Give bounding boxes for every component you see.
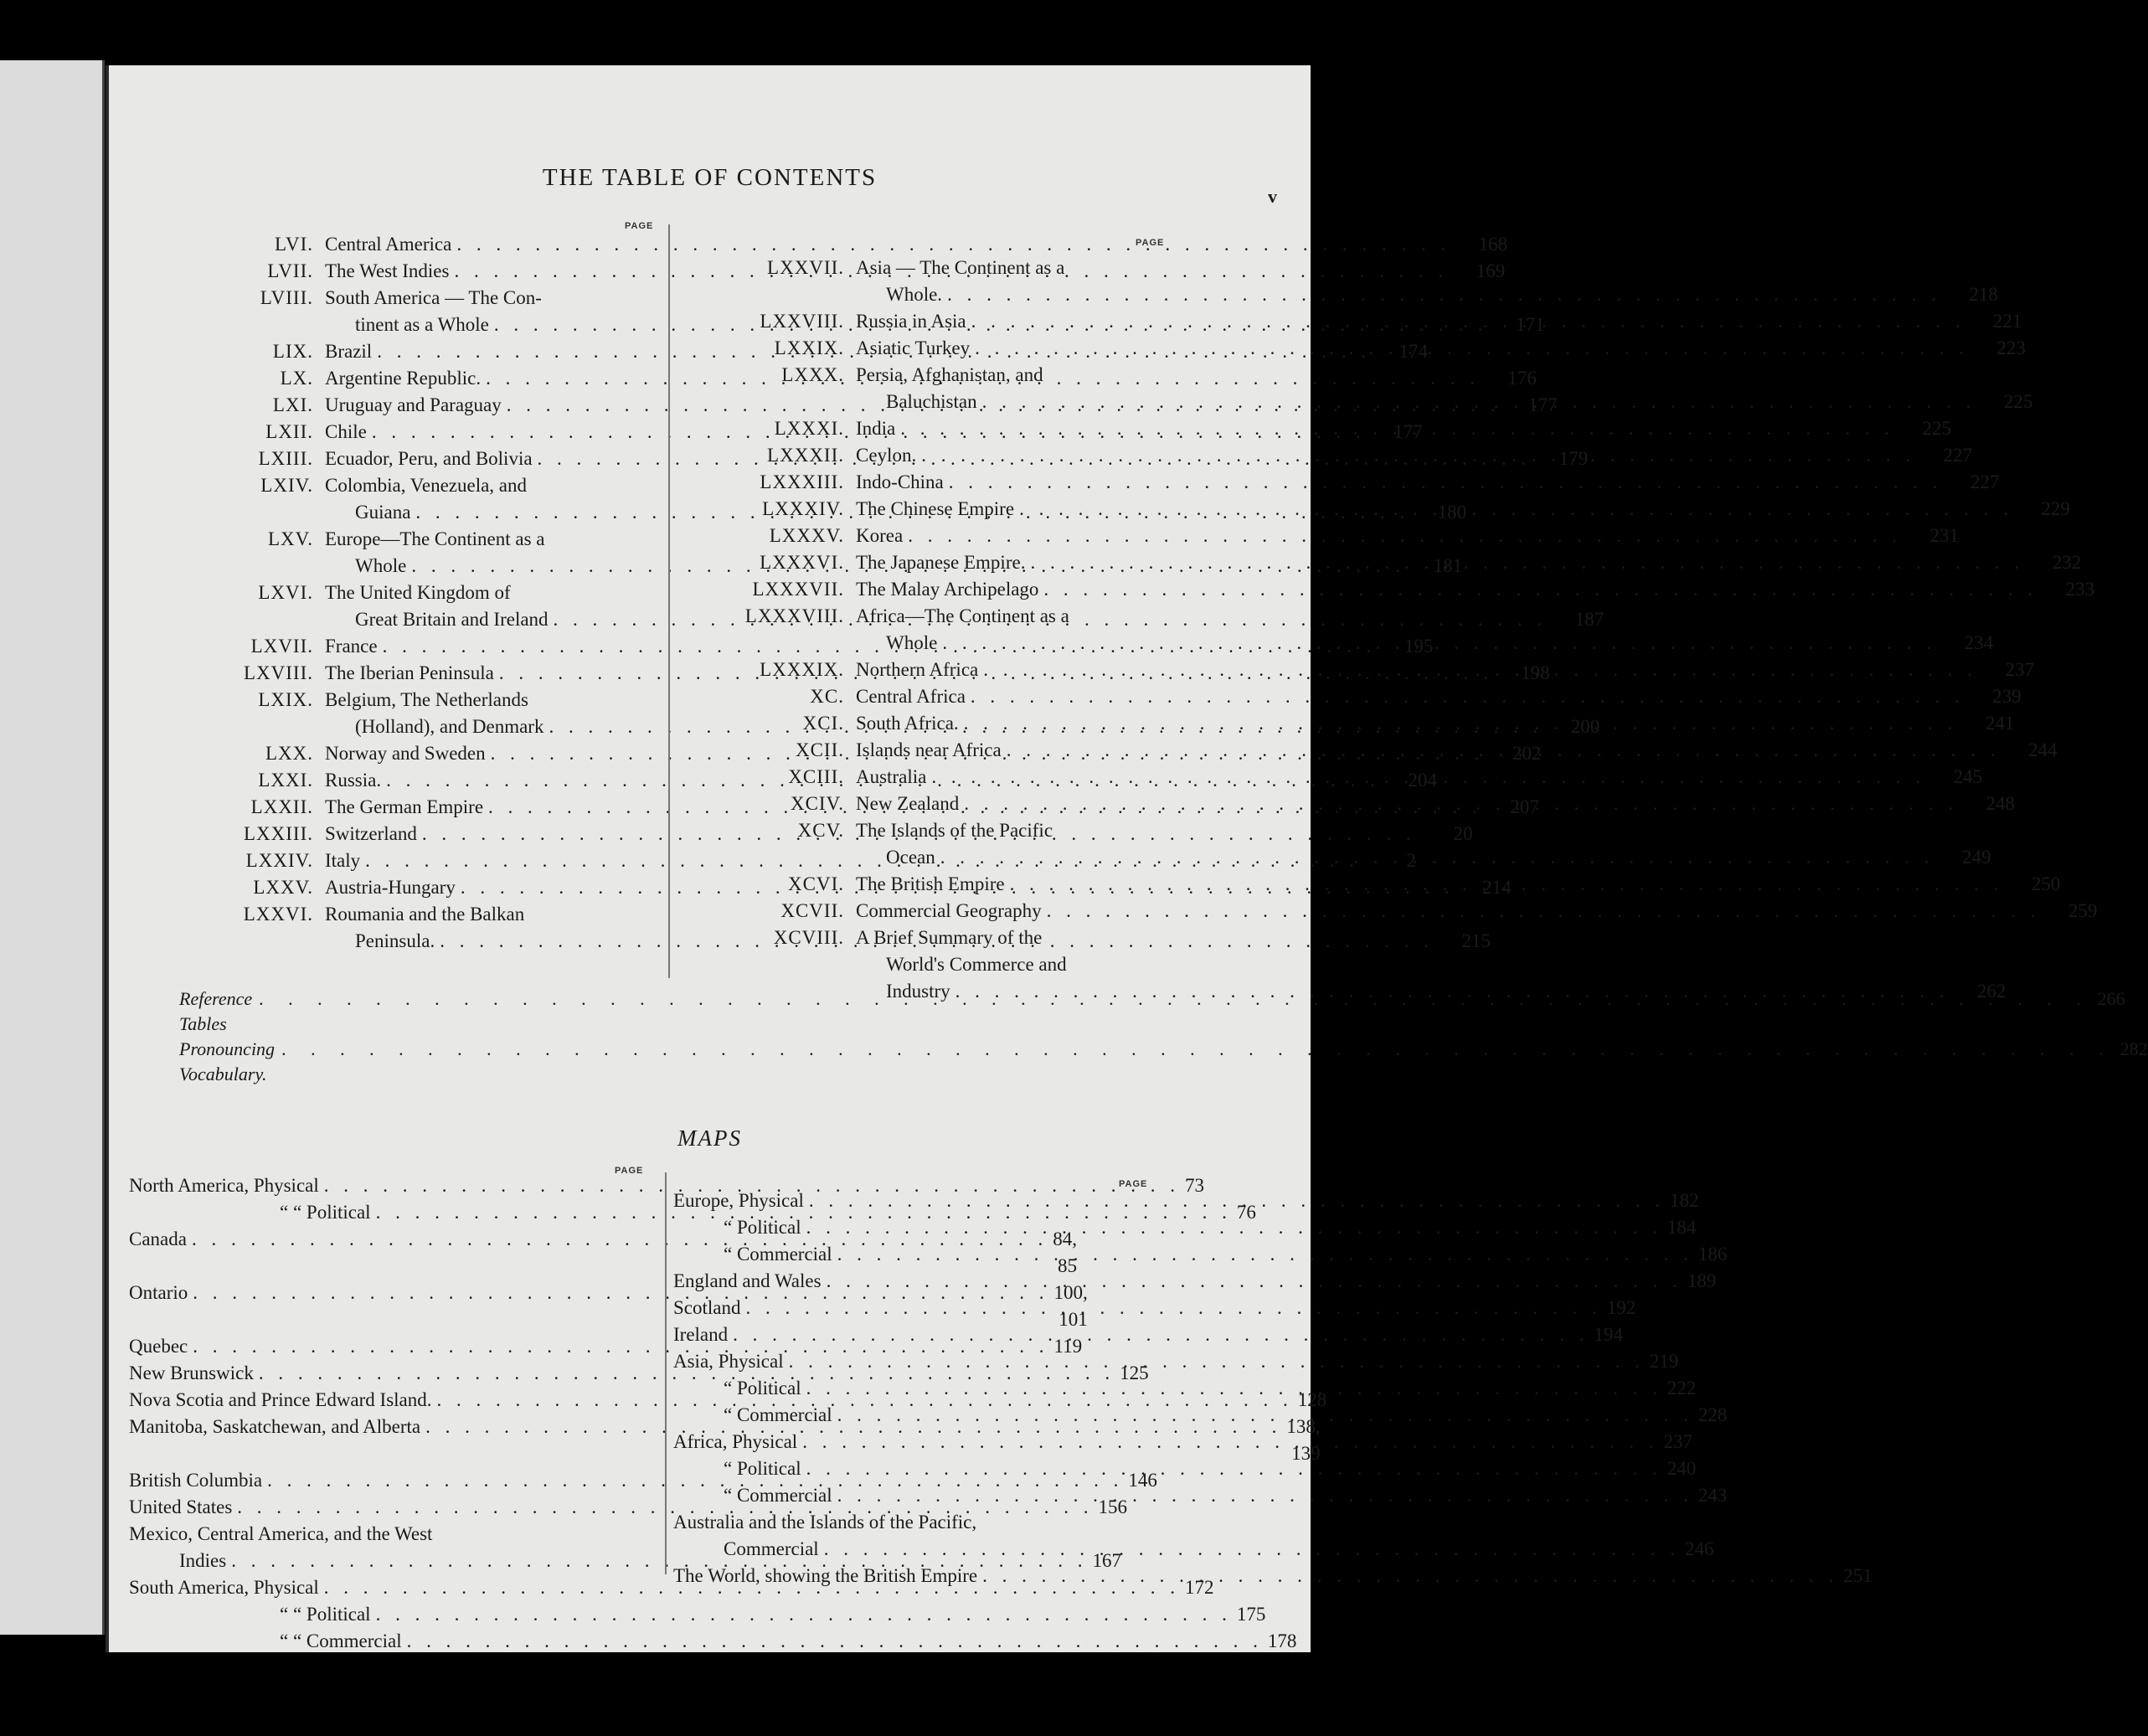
chapter-number: LXIV. xyxy=(260,475,313,496)
map-entry xyxy=(673,1402,1728,1429)
chapter-number: XC. xyxy=(810,686,844,707)
map-label: North America, Physical xyxy=(129,1175,319,1196)
page-number: 128 xyxy=(1297,1389,1327,1410)
chapter-number: LXXIII. xyxy=(244,823,313,844)
map-label: Indies xyxy=(179,1550,227,1571)
page-number: 187 xyxy=(1574,609,1605,630)
page-number: 198 xyxy=(1521,662,1550,683)
page-number: 204 xyxy=(1408,770,1437,791)
chapter-number: LXXXVI. xyxy=(760,552,844,573)
chapter-title: Ceylon. xyxy=(856,445,917,466)
page-number: 184 xyxy=(1666,1217,1697,1238)
chapter-number: LXXIV. xyxy=(245,850,313,871)
page-number: 241 xyxy=(1985,713,2015,734)
chapter-number: LXII. xyxy=(265,421,313,442)
map-entry xyxy=(129,1601,1266,1628)
chapter-title: France xyxy=(325,636,378,657)
chapter-number: LXXI. xyxy=(258,770,313,791)
page-number: 249 xyxy=(1962,847,1991,868)
chapter-title: Whole xyxy=(355,555,407,576)
page-number: 194 xyxy=(1594,1324,1623,1345)
page-number: 221 xyxy=(1992,311,2022,332)
map-entry xyxy=(673,1563,1872,1589)
map-entry xyxy=(673,1214,1697,1241)
map-entry xyxy=(673,1482,1728,1509)
map-label: Ireland xyxy=(673,1324,729,1345)
page-number: 156 xyxy=(1098,1496,1128,1517)
page-number: 182 xyxy=(1670,1190,1699,1211)
page-number: 146 xyxy=(1128,1470,1157,1491)
chapter-number: LXXXVII. xyxy=(752,579,844,600)
chapter-number: LXXVII. xyxy=(767,257,844,278)
chapter-title: Argentine Republic. xyxy=(325,368,482,389)
chapter-number: LXXXV. xyxy=(769,525,844,546)
page-number: 246 xyxy=(1684,1538,1714,1559)
chapter-title: The Islands of the Pacific xyxy=(856,820,1053,841)
chapter-number: XCVI. xyxy=(788,873,844,894)
page-number: 222 xyxy=(1666,1378,1697,1399)
page-number: 195 xyxy=(1404,636,1434,657)
chapter-title: Industry xyxy=(886,981,950,1002)
chapter-number: XCVIII. xyxy=(773,927,844,948)
map-label: Africa, Physical xyxy=(673,1431,798,1452)
chapter-number: LXXII. xyxy=(250,796,313,817)
page-number: 207 xyxy=(1510,796,1539,817)
chapter-title: Islands near Africa xyxy=(856,739,1002,760)
map-label: Asia, Physical xyxy=(673,1351,784,1372)
chapter-number: LXVI. xyxy=(258,582,313,603)
book-page xyxy=(106,65,2148,1652)
map-entry xyxy=(129,1521,648,1548)
map-label: Quebec xyxy=(129,1336,188,1357)
page-number: 200 xyxy=(1570,716,1600,737)
chapter-title: Italy xyxy=(325,850,361,871)
chapter-title: World's Commerce and xyxy=(886,954,1067,975)
map-label: “ Political xyxy=(724,1217,801,1238)
chapter-title: Ecuador, Peru, and Bolivia xyxy=(325,448,533,469)
chapter-number: LXXXIV. xyxy=(762,498,844,519)
page-number: 171 xyxy=(1516,314,1545,335)
page-number: 186 xyxy=(1697,1244,1728,1265)
column-divider xyxy=(668,224,670,978)
page-number: 240 xyxy=(1666,1458,1697,1479)
map-label: Mexico, Central America, and the West xyxy=(129,1523,433,1544)
chapter-title: Norway and Sweden xyxy=(325,743,486,764)
map-label: “ Commercial xyxy=(724,1485,832,1506)
map-label: Canada xyxy=(129,1229,187,1249)
chapter-title: Asia — The Continent as a xyxy=(856,257,1065,278)
page-number: 202 xyxy=(1512,743,1542,764)
map-label: Nova Scotia and Prince Edward Island. xyxy=(129,1389,432,1410)
chapter-number: LXXXIII. xyxy=(760,471,844,492)
maps-page-header-left: PAGE xyxy=(615,1166,644,1176)
map-label: “ “ Political xyxy=(280,1202,371,1223)
chapter-number: XCII. xyxy=(795,739,844,760)
page-number: 232 xyxy=(2052,552,2082,573)
reference-label: Reference Tables xyxy=(179,988,253,1034)
chapter-number: XCIII. xyxy=(788,766,844,787)
page-number: 215 xyxy=(1461,930,1491,951)
chapter-number: LXXVIII. xyxy=(760,311,844,332)
map-label: New Brunswick xyxy=(129,1363,254,1383)
chapter-number: LXXXVIII. xyxy=(744,605,844,626)
chapter-title: Central Africa xyxy=(856,686,966,707)
page-number: 282 xyxy=(2120,1038,2148,1059)
page-number: 172 xyxy=(1185,1577,1214,1598)
chapter-number: LX. xyxy=(280,368,313,389)
chapter-title: tinent as a Whole xyxy=(355,314,489,335)
page-number: 178 xyxy=(1267,1630,1297,1651)
chapter-title: The British Empire xyxy=(856,873,1005,894)
page-number: 214 xyxy=(1482,877,1512,898)
page-number: 219 xyxy=(1649,1351,1679,1372)
chapter-number: LIX. xyxy=(272,341,313,362)
page-number: 237 xyxy=(1663,1431,1692,1452)
map-entry xyxy=(673,1295,1636,1321)
chapter-title: Whole xyxy=(886,632,938,653)
page-number: 218 xyxy=(1969,284,1998,305)
chapter-number: LXVIII. xyxy=(244,662,313,683)
chapter-title: Belgium, The Netherlands xyxy=(325,689,528,710)
contents-entry xyxy=(685,683,2022,710)
page-number: 228 xyxy=(1697,1404,1728,1425)
chapter-number: LXXXII. xyxy=(767,445,844,466)
contents-entry xyxy=(685,469,2000,496)
chapter-title: Brazil xyxy=(325,341,373,362)
map-label: Scotland xyxy=(673,1297,741,1318)
map-label: “ “ Political xyxy=(280,1604,371,1625)
contents-entry xyxy=(685,898,2098,925)
chapter-title: Africa—The Continent as a xyxy=(856,605,1069,626)
page-number: 2 xyxy=(1406,850,1416,871)
chapter-number: LXX. xyxy=(265,743,313,764)
map-label: England and Wales xyxy=(673,1270,822,1291)
page-number: 181 xyxy=(1433,555,1463,576)
page-number: 180 xyxy=(1437,502,1467,523)
chapter-title: Russia. xyxy=(325,770,382,791)
chapter-number: LXIII. xyxy=(258,448,313,469)
page-number: 266 xyxy=(2097,988,2125,1009)
chapter-title: Northern Africa xyxy=(856,659,979,680)
page-number: 73 xyxy=(1185,1175,1205,1196)
map-label: “ Political xyxy=(724,1458,801,1479)
page-number: 225 xyxy=(2003,391,2033,412)
map-label: The World, showing the British Empire xyxy=(673,1565,978,1586)
page-number: 119 xyxy=(1053,1336,1083,1357)
page-number: 227 xyxy=(1970,471,2000,492)
chapter-number: LXXX. xyxy=(781,364,844,385)
chapter-number: XCIV. xyxy=(790,793,844,814)
page-number: 245 xyxy=(1953,766,1983,787)
page-number: 229 xyxy=(2041,498,2070,519)
page-number: 168 xyxy=(1478,234,1508,255)
page-number: 239 xyxy=(1992,686,2022,707)
chapter-title: The Iberian Peninsula xyxy=(325,662,494,683)
map-label: South America, Physical xyxy=(129,1577,319,1598)
chapter-title: Peninsula. xyxy=(355,930,435,951)
page-number: 177 xyxy=(1393,421,1423,442)
chapter-number: LXIX. xyxy=(258,689,313,710)
reference-entry xyxy=(179,1037,2148,1087)
page-number: 179 xyxy=(1558,448,1589,469)
chapter-title: India xyxy=(856,418,896,439)
map-label: Commercial xyxy=(724,1538,819,1559)
chapter-title: Persia, Afghanistan, and xyxy=(856,364,1043,385)
chapter-title: A Brief Summary of the xyxy=(856,927,1043,948)
chapter-title: New Zealand xyxy=(856,793,960,814)
chapter-title: The Chinese Empire xyxy=(856,498,1015,519)
chapter-number: LXV. xyxy=(267,528,313,549)
chapter-title: (Holland), and Denmark xyxy=(355,716,544,737)
page-number: 175 xyxy=(1236,1604,1266,1625)
map-entry xyxy=(673,1455,1697,1482)
chapter-number: LXXXI. xyxy=(774,418,844,439)
page-number: 262 xyxy=(1976,981,2006,1002)
page-number: 233 xyxy=(2065,579,2095,600)
page-number: 100, 101 xyxy=(1053,1282,1088,1330)
chapter-title: The German Empire xyxy=(325,796,484,817)
page-number: 76 xyxy=(1236,1202,1256,1223)
contents-entry xyxy=(685,576,2095,603)
page-number: 225 xyxy=(1922,418,1952,439)
page-number: 176 xyxy=(1507,368,1537,389)
chapter-title: Asiatic Turkey xyxy=(856,337,971,358)
chapter-number: XCV. xyxy=(797,820,844,841)
chapter-number: LXI. xyxy=(272,394,313,415)
map-label: “ Commercial xyxy=(724,1404,832,1425)
chapter-number: XCVII. xyxy=(780,900,844,921)
page-number: 250 xyxy=(2031,873,2061,894)
chapter-number: LVI. xyxy=(275,234,313,255)
map-entry xyxy=(673,1268,1717,1295)
page-number: 237 xyxy=(2005,659,2034,680)
chapter-title: Central America xyxy=(325,234,452,255)
page-number: 125 xyxy=(1120,1363,1149,1383)
page-number: 169 xyxy=(1476,260,1506,281)
chapter-title: South Africa. xyxy=(856,713,959,734)
map-entry xyxy=(673,1536,1714,1563)
page-number: 138, 139 xyxy=(1286,1416,1321,1464)
chapter-title: Austria-Hungary xyxy=(325,877,456,898)
chapter-title: Europe—The Continent as a xyxy=(325,528,545,549)
chapter-title: Uruguay and Paraguay xyxy=(325,394,502,415)
chapter-title: The United Kingdom of xyxy=(325,582,511,603)
map-label: Ontario xyxy=(129,1282,188,1303)
map-label: “ Commercial xyxy=(724,1244,832,1265)
chapter-title: Indo-China xyxy=(856,471,944,492)
map-label: Manitoba, Saskatchewan, and Alberta xyxy=(129,1416,421,1437)
map-label: Australia and the Islands of the Pacific, xyxy=(673,1512,977,1533)
chapter-title: Guiana xyxy=(355,502,411,523)
chapter-number: LXXV. xyxy=(253,877,313,898)
chapter-title: Baluchistan xyxy=(886,391,977,412)
facing-page-edge xyxy=(0,60,105,1635)
page-number: 177 xyxy=(1528,394,1558,415)
maps-column-divider xyxy=(665,1172,667,1574)
page-column-header-left: PAGE xyxy=(625,221,654,231)
map-entry xyxy=(129,1628,1297,1655)
map-label: United States xyxy=(129,1496,233,1517)
chapter-title: Roumania and the Balkan xyxy=(325,904,525,925)
page-number: 231 xyxy=(1929,525,1959,546)
page-number: 251 xyxy=(1843,1565,1872,1586)
page-number: 248 xyxy=(1986,793,2015,814)
page-number: 227 xyxy=(1943,445,1972,466)
map-label: Europe, Physical xyxy=(673,1190,804,1211)
chapter-title: The Japanese Empire. xyxy=(856,552,1026,573)
page-title: THE TABLE OF CONTENTS xyxy=(542,164,878,191)
page-number: 259 xyxy=(2068,900,2098,921)
page-number: 189 xyxy=(1687,1270,1717,1291)
chapter-title: Switzerland xyxy=(325,823,417,844)
chapter-number: LXXIX. xyxy=(774,337,844,358)
maps-heading: MAPS xyxy=(677,1126,742,1151)
chapter-number: LXXXIX. xyxy=(760,659,844,680)
map-label: British Columbia xyxy=(129,1470,263,1491)
page-number: 174 xyxy=(1399,341,1428,362)
page-number: 192 xyxy=(1606,1297,1636,1318)
page-number: 167 xyxy=(1092,1550,1121,1571)
chapter-number: LVII. xyxy=(267,260,313,281)
chapter-number: XCI. xyxy=(802,713,844,734)
page-number: 223 xyxy=(1996,337,2026,358)
page-number: 84, 85 xyxy=(1053,1229,1077,1276)
map-entry xyxy=(673,1241,1728,1268)
chapter-title: Korea xyxy=(856,525,904,546)
chapter-title: Colombia, Venezuela, and xyxy=(325,475,528,496)
page-number: 243 xyxy=(1697,1485,1728,1506)
chapter-title: Chile xyxy=(325,421,367,442)
map-entry xyxy=(673,1321,1623,1348)
map-entry xyxy=(673,1348,1679,1375)
chapter-title: The Malay Archipelago xyxy=(856,579,1039,600)
reference-label: Pronouncing Vocabulary. xyxy=(179,1038,276,1084)
chapter-title: Ocean xyxy=(886,847,935,868)
chapter-number: LVIII. xyxy=(260,287,313,308)
page-folio: v xyxy=(1268,186,1277,207)
chapter-title: Australia xyxy=(856,766,927,787)
page-number: 234 xyxy=(1964,632,1994,653)
map-label: “ “ Commercial xyxy=(280,1630,402,1651)
map-entry xyxy=(673,1509,1239,1536)
chapter-title: Russia in Asia xyxy=(856,311,966,332)
maps-page-header-right: PAGE xyxy=(1119,1179,1148,1189)
page-number: 20 xyxy=(1453,823,1473,844)
chapter-number: LXXVI. xyxy=(243,904,313,925)
contents-entry xyxy=(685,523,1959,549)
map-label: “ Political xyxy=(724,1378,801,1399)
chapter-title: Great Britain and Ireland xyxy=(355,609,549,630)
chapter-title: The West Indies xyxy=(325,260,450,281)
page-number: 244 xyxy=(2027,739,2058,760)
chapter-title: Whole. xyxy=(886,284,943,305)
chapter-title: Commercial Geography xyxy=(856,900,1042,921)
page-column-header-right: PAGE xyxy=(1136,238,1165,248)
chapter-title: South America — The Con- xyxy=(325,287,542,308)
chapter-number: LXVII. xyxy=(250,636,313,657)
